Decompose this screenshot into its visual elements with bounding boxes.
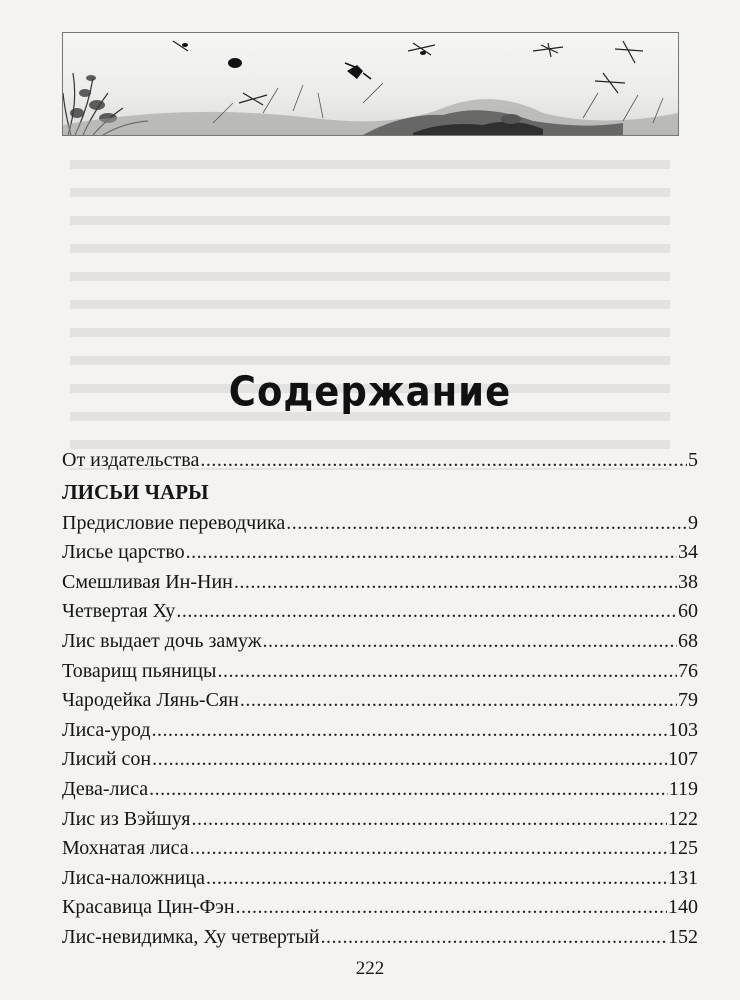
- toc-entry[interactable]: [62, 686, 698, 716]
- toc-entry-page: 131: [668, 866, 698, 889]
- toc-entry[interactable]: [62, 923, 698, 953]
- toc-entry-title: Чародейка Лянь-Сян: [62, 689, 239, 712]
- page-number: 222: [355, 958, 385, 979]
- toc-entry[interactable]: [62, 446, 698, 476]
- toc-entry-page: 79: [678, 689, 698, 712]
- toc-entry-page: 152: [668, 925, 698, 948]
- toc-leader-dots: [240, 686, 677, 716]
- toc-entry-title: Лис из Вэйшуя: [62, 807, 191, 830]
- toc-leader-dots: [152, 745, 667, 775]
- toc-leader-dots: [190, 834, 667, 864]
- toc-leader-dots: [191, 805, 667, 835]
- toc-entry-page: 38: [678, 570, 698, 593]
- toc-entry-title: Лисий сон: [62, 748, 152, 771]
- toc-leader-dots: [149, 775, 668, 805]
- toc-entry-page: 60: [678, 600, 698, 623]
- table-of-contents: [62, 446, 698, 953]
- toc-entry-title: Дева-лиса: [62, 777, 149, 800]
- toc-entry-title: Лиса-урод: [62, 718, 151, 741]
- toc-entry-title: Мохнатая лиса: [62, 837, 189, 860]
- toc-entry-title: Лис выдает дочь замуж: [62, 629, 262, 652]
- toc-entry-page: 122: [668, 807, 698, 830]
- toc-entry[interactable]: [62, 834, 698, 864]
- toc-entry-page: 107: [668, 748, 698, 771]
- toc-entry[interactable]: [62, 627, 698, 657]
- toc-leader-dots: [186, 538, 677, 568]
- toc-entry[interactable]: [62, 568, 698, 598]
- toc-entry-page: 125: [668, 837, 698, 860]
- toc-entry[interactable]: [62, 538, 698, 568]
- toc-entry-title: Лис-невидимка, Ху четвертый: [62, 925, 320, 948]
- toc-entry-page: 68: [678, 629, 698, 652]
- toc-entry[interactable]: [62, 716, 698, 746]
- toc-entry[interactable]: [62, 864, 698, 894]
- toc-leader-dots: [217, 657, 677, 687]
- toc-leader-dots: [206, 864, 667, 894]
- show-through-text: [70, 160, 670, 470]
- toc-leader-dots: [200, 446, 687, 476]
- toc-entry-title: От издательства: [62, 449, 200, 471]
- toc-entry-title: Красавица Цин-Фэн: [62, 896, 235, 919]
- toc-entry[interactable]: [62, 775, 698, 805]
- toc-entry[interactable]: [62, 509, 698, 539]
- toc-entry-page: 5: [688, 449, 698, 471]
- ink-painting-dragonflies-icon: [63, 33, 678, 135]
- toc-leader-dots: [321, 923, 667, 953]
- toc-entry-title: Товарищ пьяницы: [62, 659, 217, 682]
- toc-entry[interactable]: [62, 893, 698, 923]
- toc-leader-dots: [152, 716, 667, 746]
- toc-entry-page: 140: [668, 896, 698, 919]
- toc-entry-page: 119: [668, 777, 698, 800]
- toc-entry[interactable]: [62, 597, 698, 627]
- toc-entry-title: Смешливая Ин-Нин: [62, 570, 233, 593]
- toc-entry[interactable]: [62, 657, 698, 687]
- toc-leader-dots: [286, 509, 687, 539]
- toc-leader-dots: [263, 627, 677, 657]
- toc-entry-page: 9: [688, 511, 698, 534]
- toc-entry-page: 76: [678, 659, 698, 682]
- toc-entry-title: Лиса-наложница: [62, 866, 205, 889]
- toc-entry[interactable]: [62, 805, 698, 835]
- toc-entry-title: Предисловие переводчика: [62, 511, 286, 534]
- page-title: Содержание: [228, 367, 512, 416]
- toc-section-heading: ЛИСЬИ ЧАРЫ: [62, 479, 209, 504]
- ink-painting-illustration: [62, 32, 679, 136]
- toc-leader-dots: [236, 893, 667, 923]
- toc-entry[interactable]: [62, 745, 698, 775]
- toc-entry-page: 34: [678, 541, 698, 564]
- toc-leader-dots: [234, 568, 677, 598]
- toc-entry-title: Лисье царство: [62, 541, 185, 564]
- toc-leader-dots: [176, 597, 677, 627]
- toc-entry-page: 103: [668, 718, 698, 741]
- toc-entry-title: Четвертая Ху: [62, 600, 176, 623]
